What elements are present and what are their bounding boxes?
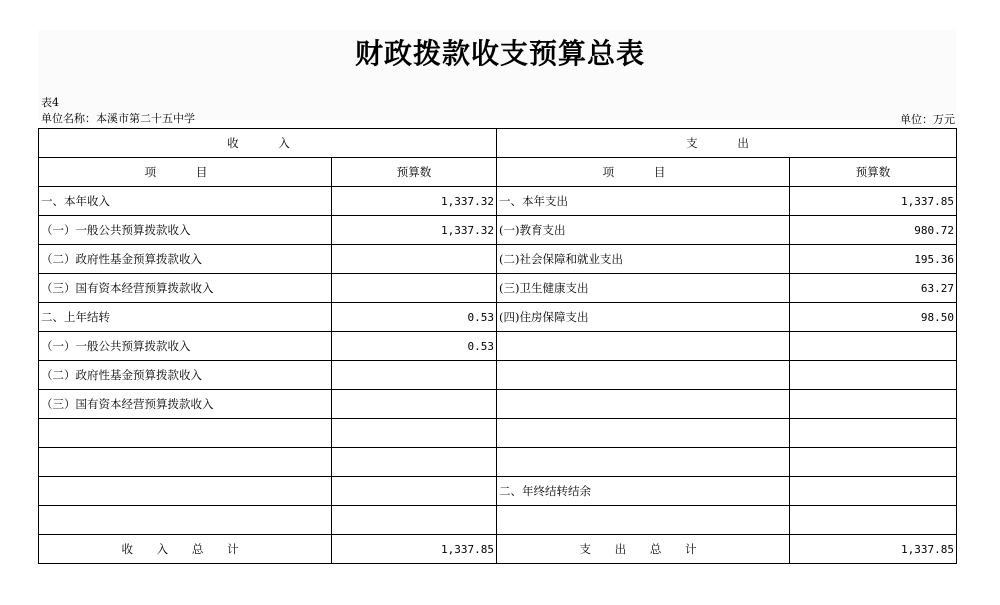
income-item-cell: 一、本年收入	[39, 187, 332, 216]
totals-row	[39, 535, 957, 564]
column-header-row	[39, 158, 957, 187]
income-section-header: 收 入	[39, 129, 497, 158]
income-item-cell	[39, 419, 332, 448]
page-title: 财政拨款收支预算总表	[354, 37, 645, 70]
budget-table	[38, 128, 957, 564]
income-value-cell: 0.53	[332, 332, 497, 361]
income-value-cell	[332, 274, 497, 303]
expense-item-cell	[497, 448, 790, 477]
expense-item-cell: (三)卫生健康支出	[497, 274, 790, 303]
unit-label: 单位：万元	[900, 113, 955, 126]
table-row	[39, 274, 957, 303]
income-value-cell	[332, 245, 497, 274]
table-row	[39, 419, 957, 448]
income-item-cell	[39, 448, 332, 477]
expense-item-cell: (一)教育支出	[497, 216, 790, 245]
expense-value-cell	[790, 477, 957, 506]
table-row	[39, 477, 957, 506]
income-value-cell: 1,337.32	[332, 187, 497, 216]
expense-value-cell: 1,337.85	[790, 187, 957, 216]
expense-value-cell	[790, 448, 957, 477]
expense-item-cell	[497, 419, 790, 448]
expense-value-cell	[790, 332, 957, 361]
income-item-cell: （二）政府性基金预算拨款收入	[39, 361, 332, 390]
income-value-cell	[332, 506, 497, 535]
expense-value-cell	[790, 361, 957, 390]
expense-item-cell	[497, 506, 790, 535]
income-item-cell: 二、上年结转	[39, 303, 332, 332]
income-item-cell: （一）一般公共预算拨款收入	[39, 216, 332, 245]
income-item-cell: （一）一般公共预算拨款收入	[39, 332, 332, 361]
expense-value-cell: 195.36	[790, 245, 957, 274]
table-row	[39, 448, 957, 477]
expense-item-cell: (四)住房保障支出	[497, 303, 790, 332]
expense-item-header: 项 目	[497, 158, 790, 187]
expense-item-cell	[497, 390, 790, 419]
income-budget-header: 预算数	[332, 158, 497, 187]
expense-item-cell: 二、年终结转结余	[497, 477, 790, 506]
table-row	[39, 216, 957, 245]
expense-budget-header: 预算数	[790, 158, 957, 187]
income-item-cell	[39, 506, 332, 535]
income-item-cell: （三）国有资本经营预算拨款收入	[39, 274, 332, 303]
income-value-cell	[332, 448, 497, 477]
income-value-cell	[332, 390, 497, 419]
income-total-label: 收 入 总 计	[39, 535, 332, 564]
expense-section-header: 支 出	[497, 129, 957, 158]
expense-item-cell	[497, 332, 790, 361]
table-row	[39, 361, 957, 390]
expense-value-cell: 63.27	[790, 274, 957, 303]
income-item-cell: （三）国有资本经营预算拨款收入	[39, 390, 332, 419]
expense-value-cell: 980.72	[790, 216, 957, 245]
expense-value-cell	[790, 506, 957, 535]
income-value-cell	[332, 477, 497, 506]
income-total-value: 1,337.85	[332, 535, 497, 564]
table-number: 表4	[41, 96, 59, 109]
income-value-cell: 1,337.32	[332, 216, 497, 245]
expense-value-cell	[790, 390, 957, 419]
table-row	[39, 187, 957, 216]
expense-item-cell: 一、本年支出	[497, 187, 790, 216]
expense-total-value: 1,337.85	[790, 535, 957, 564]
income-value-cell	[332, 419, 497, 448]
section-header-row	[39, 129, 957, 158]
expense-value-cell	[790, 419, 957, 448]
expense-item-cell: (二)社会保障和就业支出	[497, 245, 790, 274]
income-value-cell	[332, 361, 497, 390]
expense-item-cell	[497, 361, 790, 390]
table-row	[39, 245, 957, 274]
unit-name: 单位名称：本溪市第二十五中学	[41, 112, 195, 125]
expense-total-label: 支 出 总 计	[497, 535, 790, 564]
income-item-cell: （二）政府性基金预算拨款收入	[39, 245, 332, 274]
table-row	[39, 332, 957, 361]
income-item-cell	[39, 477, 332, 506]
income-item-header: 项 目	[39, 158, 332, 187]
table-row	[39, 390, 957, 419]
table-row	[39, 506, 957, 535]
expense-value-cell: 98.50	[790, 303, 957, 332]
table-row	[39, 303, 957, 332]
income-value-cell: 0.53	[332, 303, 497, 332]
